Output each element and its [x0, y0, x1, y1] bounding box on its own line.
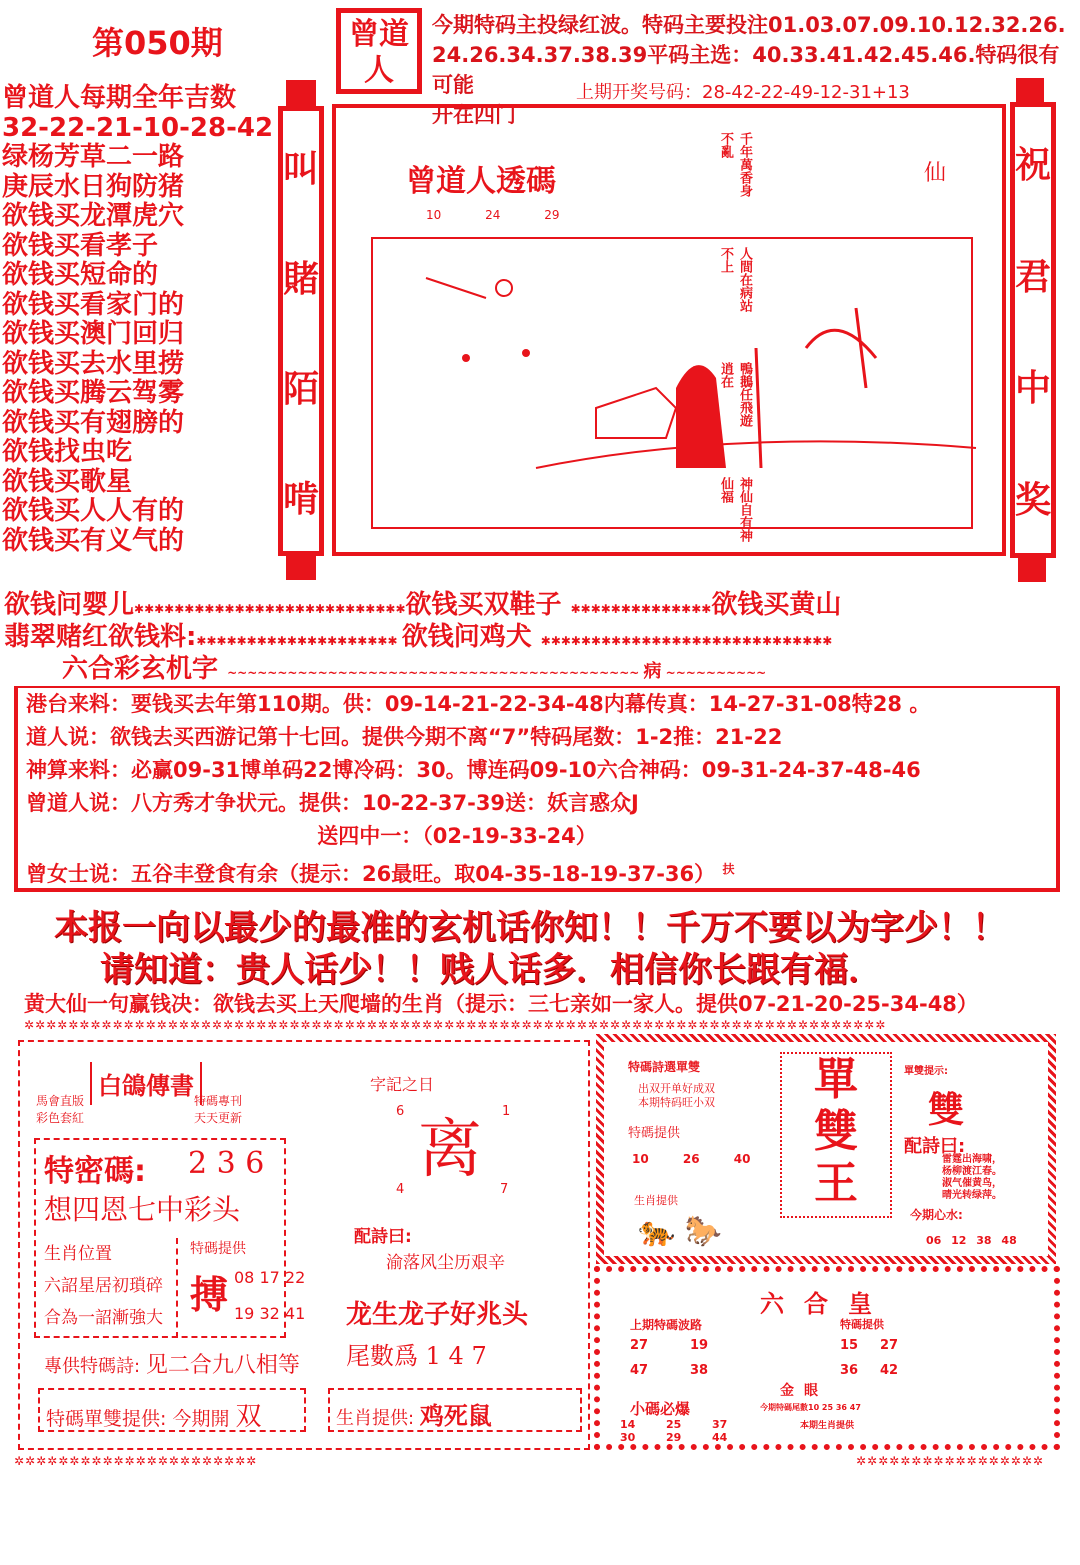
te-number: 2 3 6: [188, 1146, 265, 1181]
left-scroll: [278, 106, 324, 556]
huang-line: 黄大仙一句赢钱决：欲钱去买上天爬墙的生肖（提示：三七亲如一家人。提供07-21-20-25-34-48）: [24, 992, 978, 1016]
left-line: 欲钱买澳门回归: [2, 319, 185, 349]
ds-box: 特碼單雙提供: 今期開 双: [38, 1388, 306, 1432]
scroll-cap: [286, 554, 316, 580]
star-divider: ✲✲✲✲✲✲✲✲✲✲✲✲✲✲✲✲✲✲✲✲✲✲✲✲✲✲✲✲✲✲✲✲✲✲✲✲✲✲✲✲✲✲✲✲✲✲✲✲✲✲✲✲✲✲✲✲✲✲✲✲✲✲✲✲✲✲✲✲✲✲✲✲✲✲✲✲✲✲: [24, 1018, 887, 1032]
dsw-center: 單 雙 王: [780, 1052, 892, 1218]
left-line: 欲钱买歌星: [2, 466, 133, 497]
picture-numbers: 10 24 29: [426, 208, 560, 222]
dsw-poem: 出双开单好成双 本期特码旺小双: [638, 1082, 715, 1109]
animal-icon: 🐅 🐎: [638, 1214, 723, 1249]
previous-draw: 上期开奖号码：28-42-22-49-12-31+13: [576, 82, 910, 103]
scroll-char: 啃: [283, 478, 320, 520]
ds-value: 雙: [928, 1090, 965, 1131]
riddle-line: 翡翠赌红欲钱料:✱✱✱✱✱✱✱✱✱✱✱✱✱✱✱✱✱✱✱✱ 欲钱问鸡犬 ✱✱✱✱✱✱✱✱✱✱✱✱✱✱✱✱✱✱✱✱✱✱✱✱✱✱✱✱✱: [4, 622, 833, 652]
heart-label: 今期心水:: [910, 1208, 963, 1222]
riddle-line: 欲钱问婴儿✱✱✱✱✱✱✱✱✱✱✱✱✱✱✱✱✱✱✱✱✱✱✱✱✱✱✱欲钱买双鞋子 ✱✱✱✱✱✱✱✱✱✱✱✱✱✱欲钱买黄山: [4, 590, 842, 620]
left-line: 欲钱买龙潭虎穴: [2, 201, 185, 231]
info-line: 曾女士说：五谷丰登食有余（提示：26最旺。取04-35-18-19-37-36） $^扶$: [26, 862, 735, 886]
tail-line: 尾數爲 1 4 7: [346, 1342, 487, 1370]
side-note: 特碼專刊 天天更新: [194, 1094, 243, 1125]
left-line: 欲钱买看家门的: [2, 289, 185, 320]
panel-title: 白鴿傳書: [90, 1062, 202, 1105]
dsw-zodiac: 生肖提供: [634, 1194, 678, 1207]
te-label: 特密碼:: [44, 1154, 146, 1189]
zodiac-box: 生肖提供: 鸡死鼠: [328, 1388, 582, 1432]
poem-label: 配詩曰:: [904, 1136, 966, 1157]
illustration: [332, 104, 1006, 556]
side-note: 馬會直版 彩色套紅: [36, 1094, 85, 1125]
left-line: 欲钱买短命的: [2, 260, 159, 290]
picture-side: 仙: [924, 161, 947, 186]
mid-big-phrase: 龙生龙子好兆头: [346, 1300, 529, 1330]
left-column: [2, 84, 273, 556]
logo-seal: 曾道 人: [336, 8, 422, 94]
te-phrase: 想四恩七中彩头: [44, 1193, 241, 1226]
picture-title: 曾道人透碼: [406, 164, 556, 199]
dsw-panel: [596, 1034, 1056, 1264]
star-divider: ✲✲✲✲✲✲✲✲✲✲✲✲✲✲✲✲✲✲✲✲✲✲: [14, 1454, 258, 1468]
liuhe-last-nums: 27 19 47 38: [630, 1338, 709, 1378]
scroll-char: 賭: [283, 258, 320, 300]
slogan: 本报一向以最少的最准的玄机话你知！！千万不要以为字少！！: [54, 908, 1006, 948]
left-line: 庚辰水日狗防猪: [2, 171, 185, 202]
liuhe-last: 上期特碼波路: [630, 1318, 703, 1332]
tm-numbers: 19 32 41: [234, 1304, 306, 1323]
heart-nums: 06 12 38 48: [926, 1234, 1017, 1247]
mid-number: 6: [396, 1104, 405, 1119]
mid-poem: 渝落风尘历艰辛: [386, 1253, 505, 1273]
info-line: 送四中一：（02-19-33-24）: [317, 824, 597, 848]
scroll-char: 中: [1015, 368, 1052, 410]
liuhe-zodiac: 本期生肖提供: [800, 1421, 855, 1431]
liuhe-title: 六合皇: [760, 1290, 892, 1318]
liuhe-xiao-nums: 14 25 37 30 29 44: [620, 1418, 728, 1444]
forecast-line: 今期特码主投绿红波。特码主要投注01.03.07.09.10.12.32.26.: [432, 13, 1066, 37]
info-line: 道人说：欲钱去买西游记第十七回。提供今期不离“7”特码尾数：1-2推：21-22: [26, 725, 783, 749]
dsw-nums: 10 26 40: [632, 1152, 751, 1166]
left-line: 欲钱买去水里捞: [2, 348, 185, 379]
scroll-char: 奖: [1015, 479, 1052, 521]
left-line: 绿杨芳草二一路: [2, 142, 185, 172]
ds-hint: 單雙提示:: [904, 1066, 948, 1077]
scroll-char: 祝: [1015, 145, 1052, 187]
liuhe-line: 今期特碼尾數10 25 36 47: [760, 1403, 861, 1412]
liuhe-xiao: 小碼必爆: [630, 1400, 691, 1418]
riddle-line: 六合彩玄机字 ~~~~~~~~~~~~~~~~~~~~~~~~~~~~~~~~~~~~~~~~~ 病 ~~~~~~~~~~: [62, 654, 767, 684]
dsw-tm: 特碼提供: [628, 1126, 681, 1141]
info-box: [14, 686, 1060, 892]
forecast-line: 24.26.34.37.38.39平码主选：40.33.41.42.45.46.特码很有可能: [432, 43, 1060, 97]
left-line: 欲钱买人人有的: [2, 496, 185, 526]
poem-label: 配詩曰:: [354, 1227, 412, 1247]
picture-verses: 千年萬香身不亂 人間在病站不上 鴨鵝任飛遊逍在 神仙自有神仙福: [718, 132, 752, 542]
right-scroll: [1010, 102, 1056, 558]
slogan: 请知道：贵人话少！！贱人话多．相信你长跟有福．: [100, 950, 882, 990]
mid-char: 离: [418, 1113, 482, 1187]
liuhe-gold: 金眼: [780, 1383, 828, 1399]
tm-char: 搏: [190, 1273, 229, 1317]
scroll-char: 叫: [283, 148, 320, 190]
left-line: 曾道人每期全年吉数: [2, 83, 237, 113]
tm-title: 特碼提供: [190, 1241, 246, 1257]
info-line: 曾道人说：八方秀才争状元。提供：10-22-37-39送：妖言惑众J: [26, 791, 639, 815]
info-line: 港台来料：要钱买去年第110期。供：09-14-21-22-34-48内幕传真：14-27-31-08特28 。: [26, 692, 931, 716]
forecast-line: 开在四门: [432, 103, 516, 127]
scroll-cap: [286, 80, 316, 108]
liuhe-panel: [594, 1266, 1060, 1450]
left-panel: [18, 1040, 590, 1450]
left-line: 欲钱买看孝子: [2, 230, 159, 261]
scroll-cap: [1018, 556, 1046, 582]
mid-number: 7: [500, 1182, 509, 1197]
left-line: 欲钱找虫吃: [2, 437, 133, 467]
issue-number: 第050期: [92, 24, 223, 62]
tm-numbers: 08 17 22: [234, 1268, 306, 1287]
left-line: 欲钱买腾云驾雾: [2, 378, 185, 408]
dsw-title: 特碼詩選單雙: [628, 1060, 701, 1074]
info-line: 神算来料：必赢09-31博单码22博冷码：30。博连码09-10六合神码：09-31-24-37-48-46: [26, 758, 921, 782]
left-line: 32-22-21-10-28-42: [2, 112, 274, 143]
dsw-poem2: 雷霆出海啸， 杨柳渡江春。 淑气催黄鸟， 晴光转绿萍。: [942, 1154, 1002, 1201]
left-line: 欲钱买有翅膀的: [2, 407, 185, 438]
mid-title: 字記之日: [370, 1075, 435, 1094]
star-divider: ✲✲✲✲✲✲✲✲✲✲✲✲✲✲✲✲✲: [856, 1454, 1044, 1468]
left-line: 欲钱买有义气的: [2, 525, 185, 556]
poem-line: 專供特碼詩: 见二合九八相等: [44, 1353, 300, 1378]
mid-number: 1: [502, 1104, 511, 1119]
scroll-cap: [1016, 78, 1044, 104]
zodiac-position: 生肖位置 六詔星居初瑣碎 合為一詔漸強大: [44, 1244, 163, 1328]
scroll-char: 陌: [283, 368, 320, 410]
mid-number: 4: [396, 1182, 405, 1197]
scroll-char: 君: [1015, 256, 1052, 298]
sage-drawing: [336, 108, 1002, 552]
liuhe-tip-nums: 15 27 36 42: [840, 1338, 899, 1378]
liuhe-tip: 特碼提供: [840, 1318, 884, 1331]
